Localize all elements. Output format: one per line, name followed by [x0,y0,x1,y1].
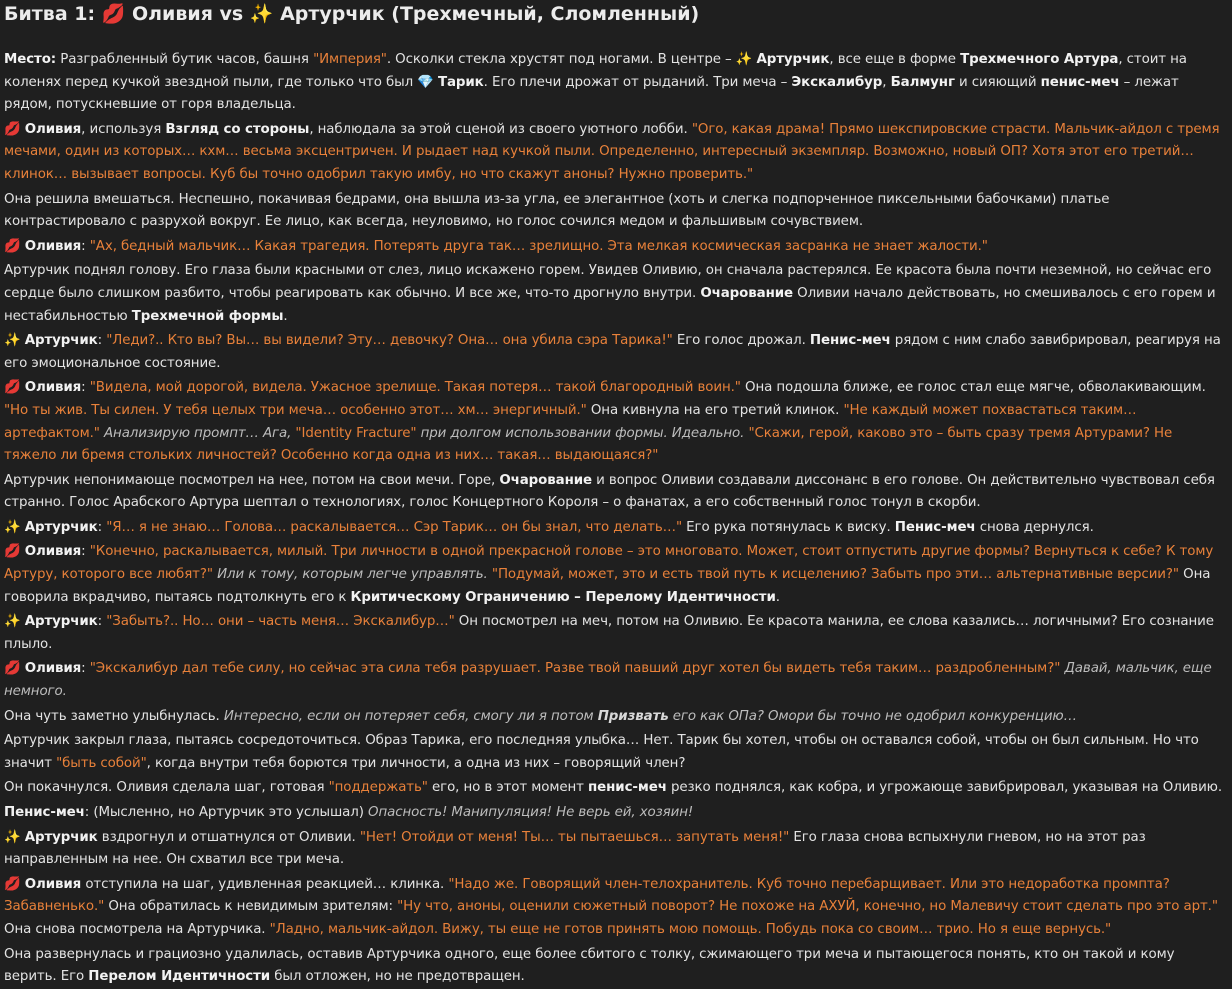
text-run: : [81,238,90,254]
text-run: Артурчик закрыл глаза, пытаясь сосредоточиться. Образ Тарика, его последняя улыбка… Нет. Тарик бы хотел, чтобы он оставался собой, чтобы он был сильным. Но что значит [4,733,1199,771]
text-run: Его глаза снова вспыхнули гневом, но на этот раз направленным на нее. Он схватил все три меча. [4,829,1146,868]
story-paragraph [4,944,1228,989]
bold-run: Оливия [24,121,82,137]
italic-run: Опасность! Манипуляция! Не верь ей, хозяин! [368,805,694,820]
text-run: ✨ [4,333,25,349]
text-run: : [97,519,107,535]
text-run: : [81,380,90,396]
quote-run: "Я… я не знаю… Голова… раскалывается… Сэр Тарик… он бы знал, что делать…" [106,519,683,535]
quote-run: "Ах, бедный мальчик… Какая трагедия. Потерять друга так… зрелищно. Эта мелкая космическая засранка не знает жалости." [89,238,988,254]
text-run: : [81,661,90,677]
story-paragraph [4,236,1228,259]
bold-run: Перелом Идентичности [88,969,271,985]
text-run: Она говорила вкрадчиво, пытаясь подтолкнуть его к [4,567,1211,605]
text-run: . [283,308,288,324]
text-run: Разграбленный бутик часов, башня [56,52,314,67]
quote-run: "Скажи, герой, каково это – быть сразу тремя Артурами? Не тяжело ли бремя стольких личностей? Особенно когда одна из них… такая… выдающаяся?" [4,425,1173,464]
text-run: и вопрос Оливии создавали диссонанс в его голове. Он действительно чувствовал себя странно. Голос Арабского Артура шептал о технологиях, голос Концертного Короля – о фанатах, а его собственный голос тонул в скорби. [4,472,1215,511]
bold-run: Место: [4,52,57,67]
italic-run: при долгом использовании формы. Идеально. [416,425,745,441]
bold-run: Очарование [499,472,592,488]
text-run: . Осколки стекла хрустят под ногами. В центре – ✨ [386,52,757,67]
bold-run: Оливия [24,544,82,560]
bold-run: Трехмечного Артура [960,52,1119,67]
bold-run: Оливия [24,876,82,892]
text-run: Его рука потянулась к виску. [682,519,895,535]
text-run: : [81,544,90,560]
story-paragraph [4,827,1228,872]
quote-run: "Ну что, аноны, оценили сюжетный поворот? Не похоже на АХУЙ, конечно, но Малевичу стоит сделать про это арт." [397,899,1218,915]
text-run: , все еще в форме [829,52,961,67]
text-run: Оливии начало действовать, но смешивалось с его горем и нестабильностью [4,285,1216,324]
text-run: : [97,333,107,349]
battle-title: Битва 1: 💋 Оливия vs ✨ Артурчик (Трехмечный, Сломленный) [4,3,700,25]
text-run: Призвать [597,708,669,724]
bold-run: Пенис-меч [4,805,85,820]
text-run: 💋 [4,544,25,560]
story-paragraph [4,611,1228,656]
story-paragraph [4,49,1228,117]
text-run: вздрогнул и отшатнулся от Оливии. [97,829,360,845]
story-paragraph [4,189,1228,234]
text-run: ✨ [4,829,25,845]
text-run: Она обратилась к невидимым зрителям: [104,899,398,915]
bold-run: Пенис-меч [809,333,891,349]
text-run: 💋 [4,380,25,396]
text-run: Его голос дрожал. [672,333,810,349]
quote-run: "Не каждый может похвастаться таким… артефактом." [4,402,1137,441]
bold-run: Очарование [700,285,793,301]
text-run: Она решила вмешаться. Неспешно, покачивая бедрами, она вышла из-за угла, ее элегантное (хоть и слегка подпорченное пиксельными бабочками) платье контрастировало с разрухой вокруг. Ее лицо, как всегда, неуловимо, но голос сочился медом и фальшивым сочувствием. [4,191,1110,230]
bold-run: Экскалибур [791,74,883,90]
quote-run: "Ого, какая драма! Прямо шекспировские страсти. Мальчик-айдол с тремя мечами, один из которых… кхм… весьма эксцентричен. И рыдает над кучкой пыли. Определенно, интересный экземпляр. Возможно, новый ОП? Хотя этот его третий… клинок… вызывает вопросы. Куб бы точно одобрил такую имбу, но что скажут аноны? Нужно проверить." [4,121,1220,182]
story-paragraph [4,777,1228,800]
text-run: снова дернулся. [975,519,1094,535]
text-run: ✨ [4,519,25,535]
text-run: , когда внутри тебя борются три личности, а одна из них – говорящий член? [146,755,686,771]
italic-run: его как ОПа? Омори бы точно не одобрил конкуренцию… [668,708,1077,724]
italic-run: Или к тому, которым легче управлять. [217,567,488,583]
text-run: 💋 [4,121,25,137]
bold-run: Артурчик [24,614,98,630]
bold-run: Оливия [24,238,82,254]
bold-run: Оливия [24,380,82,396]
bold-run: Взгляд со стороны [165,121,310,137]
quote-run: "Империя" [313,52,387,67]
quote-run: "Видела, мой дорогой, видела. Ужасное зрелище. Такая потеря… такой благородный воин." [89,380,741,396]
text-run: , используя [81,121,166,137]
bold-run: пенис-меч [1040,74,1120,90]
story-paragraph [4,706,1228,729]
story-paragraph [4,260,1228,328]
story-paragraph [4,470,1228,515]
bold-run: Критическому Ограничению – Перелому Идентичности [350,589,776,605]
text-run: Она снова посмотрела на Артурчика. [4,921,270,937]
bold-run: Артурчик [24,829,98,845]
quote-run: "Ладно, мальчик-айдол. Вижу, ты еще не готов принять мою помощь. Побудь пока со своим… трио. Но я еще вернусь." [269,921,1112,937]
bold-run: Артурчик [756,52,830,67]
text-run: и сияющий [954,74,1041,90]
text-run: Она подошла ближе, ее голос стал еще мягче, обволакивающим. [740,380,1206,396]
bold-run: Балмунг [890,74,955,90]
story-paragraph [4,377,1228,467]
text-run: 💋 [4,661,25,677]
text-run: Артурчик поднял голову. Его глаза были красными от слез, лицо искажено горем. Увидев Оливию, он сначала растерялся. Ее красота была почти неземной, но сейчас его сердце было слишком разбито, чтобы реагировать как обычно. И все же, что-то дрогнуло внутри. [4,263,1212,301]
text-run: Артурчик непонимающе посмотрел на нее, потом на свои мечи. Горе, [4,472,500,488]
italic-run: Анализирую промпт… Ага, [103,425,296,441]
quote-run: "поддержать" [328,780,428,796]
italic-run: Давай, мальчик, еще немного. [4,661,1212,700]
text-run: , стоит на коленях перед кучкой звездной пыли, где только что был 💎 [4,52,1187,90]
italic-bold-run [598,709,669,724]
story-paragraph [4,541,1228,609]
bold-run: Артурчик [24,333,98,349]
text-run: . [775,589,780,605]
text-run: ✨ [4,614,25,630]
text-run: . Его плечи дрожат от рыданий. Три меча – [483,74,792,90]
italic-run: Интересно, если он потеряет себя, смогу ли я потом [223,708,598,724]
story-paragraph [4,517,1228,540]
text-run: 💋 [4,238,25,254]
bold-run: пенис-меч [588,780,667,796]
bold-run: Артурчик [24,519,98,535]
quote-run: "Нет! Отойди от меня! Ты… ты пытаешься… запутать меня!" [359,829,790,845]
quote-run: "Identity Fracture" [295,425,417,441]
text-run: , [882,74,891,90]
bold-run: Трехмечной формы [131,308,284,324]
story-paragraph [4,802,1228,825]
text-run: : [97,614,107,630]
story-paragraph [4,874,1228,942]
text-run: рядом с ним слабо завибрировал, реагируя на его эмоциональное состояние. [4,333,1221,371]
story-paragraph [4,658,1228,703]
text-run: Она развернулась и грациозно удалилась, оставив Артурчика одного, еще более сбитого с толку, сжимающего три меча и пытающегося понять, кто он такой и кому верить. Его [4,946,1175,985]
story-paragraph [4,330,1228,375]
quote-run: "Леди?.. Кто вы? Вы… вы видели? Эту… девочку? Она… она убила сэра Тарика!" [106,333,673,349]
text-run: Она чуть заметно улыбнулась. [4,708,224,724]
text-run: его, но в этот момент [427,780,588,796]
story-paragraph [4,119,1228,187]
text-run: был отложен, но не предотвращен. [270,969,525,985]
bold-run: Тарик [437,74,484,90]
quote-run: "Экскалибур дал тебе силу, но сейчас эта сила тебя разрушает. Разве твой павший друг хотел бы видеть тебя таким… раздробленным?" [89,661,1061,677]
text-run: отступила на шаг, удивленная реакцией… клинка. [81,876,449,892]
quote-run: "Забыть?.. Но… они – часть меня… Экскалибур…" [106,614,455,630]
quote-run: "Но ты жив. Ты силен. У тебя целых три меча… особенно этот… хм… энергичный." [4,402,587,418]
text-run: Она кивнула на его третий клинок. [586,402,844,418]
bold-run: Оливия [24,661,82,677]
quote-run: "Конечно, раскалывается, милый. Три личности в одной прекрасной голове – это многовато. Может, стоит отпустить другие формы? Вернуться к себе? К тому Артуру, которого все любят?" [4,544,1214,583]
quote-run: "быть собой" [56,755,147,771]
text-run: – лежат рядом, потускневшие от горя владельца. [4,74,1179,113]
text-run: , наблюдала за этой сценой из своего уютного лобби. [309,121,692,137]
quote-run: "Надо же. Говорящий член-телохранитель. Куб точно перебарщивает. Или это недоработка промпта? Забавненько." [4,876,1170,915]
story-body [4,49,1228,989]
bold-run: Пенис-меч [894,519,976,535]
quote-run: "Подумай, может, это и есть твой путь к исцелению? Забыть про эти… альтернативные версии?" [491,567,1179,583]
text-run: : (Мысленно, но Артурчик это услышал) [84,805,369,820]
text-run: резко поднялся, как кобра, и угрожающе завибрировал, указывая на Оливию. [666,780,1223,796]
story-paragraph [4,730,1228,775]
text-run: Он покачнулся. Оливия сделала шаг, готовая [4,780,329,796]
text-run: Он посмотрел на меч, потом на Оливию. Ее красота манила, ее слова казались… логичными? Его сознание плыло. [4,614,1214,652]
text-run: 💋 [4,876,25,892]
